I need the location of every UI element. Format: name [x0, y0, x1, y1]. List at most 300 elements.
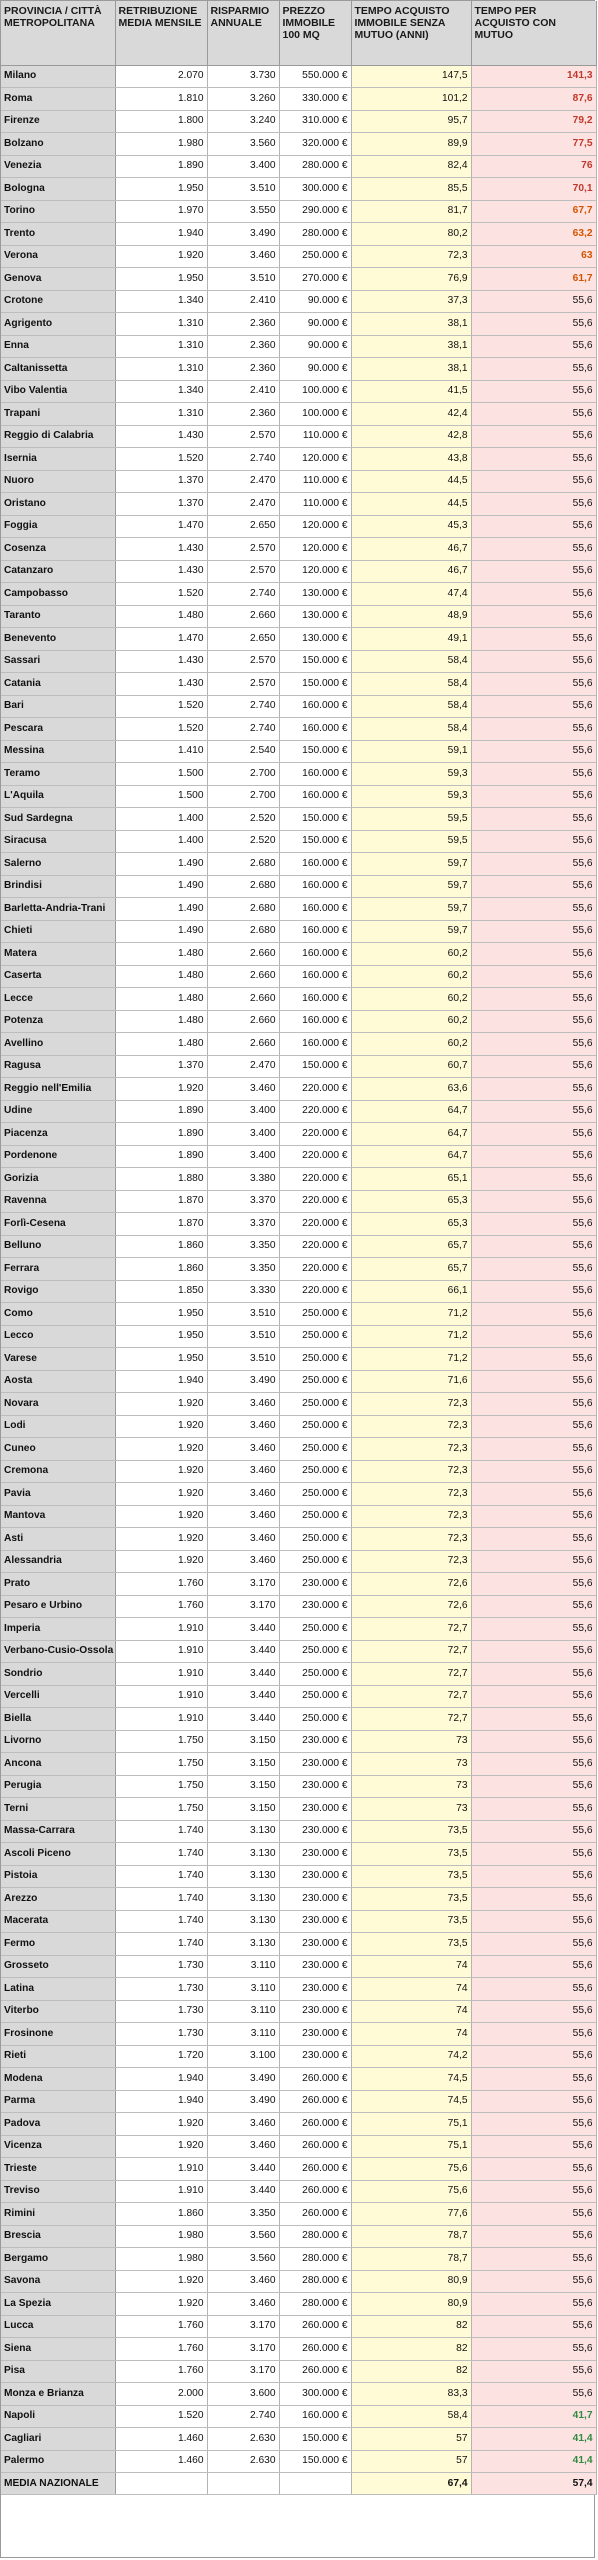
- time-no-mortgage-cell[interactable]: 74,2: [351, 2045, 471, 2068]
- price-cell[interactable]: 220.000 €: [279, 1145, 351, 1168]
- salary-cell[interactable]: 1.860: [115, 1235, 207, 1258]
- province-cell[interactable]: Caltanissetta: [1, 358, 115, 381]
- time-no-mortgage-cell[interactable]: 60,7: [351, 1055, 471, 1078]
- time-mortgage-cell[interactable]: 55,6: [471, 493, 596, 516]
- price-cell[interactable]: 260.000 €: [279, 2068, 351, 2091]
- price-cell[interactable]: 160.000 €: [279, 1033, 351, 1056]
- time-no-mortgage-cell[interactable]: 60,2: [351, 943, 471, 966]
- salary-cell[interactable]: 1.500: [115, 785, 207, 808]
- savings-cell[interactable]: 3.130: [207, 1933, 279, 1956]
- savings-cell[interactable]: 3.440: [207, 2158, 279, 2181]
- province-cell[interactable]: Catanzaro: [1, 560, 115, 583]
- salary-cell[interactable]: 1.740: [115, 1865, 207, 1888]
- savings-cell[interactable]: 3.510: [207, 1348, 279, 1371]
- savings-cell[interactable]: 3.510: [207, 178, 279, 201]
- province-cell[interactable]: Biella: [1, 1708, 115, 1731]
- time-no-mortgage-cell[interactable]: 58,4: [351, 718, 471, 741]
- price-cell[interactable]: 550.000 €: [279, 65, 351, 88]
- time-mortgage-cell[interactable]: 55,6: [471, 853, 596, 876]
- price-cell[interactable]: 260.000 €: [279, 2315, 351, 2338]
- time-mortgage-cell[interactable]: 55,6: [471, 313, 596, 336]
- time-mortgage-cell[interactable]: 55,6: [471, 1393, 596, 1416]
- salary-cell[interactable]: 1.910: [115, 2158, 207, 2181]
- province-cell[interactable]: La Spezia: [1, 2293, 115, 2316]
- time-no-mortgage-cell[interactable]: 85,5: [351, 178, 471, 201]
- price-cell[interactable]: 120.000 €: [279, 560, 351, 583]
- salary-cell[interactable]: 1.430: [115, 425, 207, 448]
- salary-cell[interactable]: 1.870: [115, 1213, 207, 1236]
- province-cell[interactable]: Padova: [1, 2113, 115, 2136]
- savings-cell[interactable]: 2.570: [207, 425, 279, 448]
- time-no-mortgage-cell[interactable]: 60,2: [351, 1033, 471, 1056]
- salary-cell[interactable]: 1.740: [115, 1910, 207, 1933]
- price-cell[interactable]: 160.000 €: [279, 785, 351, 808]
- time-mortgage-cell[interactable]: 55,6: [471, 1978, 596, 2001]
- savings-cell[interactable]: 3.150: [207, 1798, 279, 1821]
- savings-cell[interactable]: 3.350: [207, 1235, 279, 1258]
- salary-cell[interactable]: 1.940: [115, 2068, 207, 2091]
- price-cell[interactable]: 230.000 €: [279, 1888, 351, 1911]
- salary-cell[interactable]: 1.520: [115, 583, 207, 606]
- savings-cell[interactable]: 3.440: [207, 2180, 279, 2203]
- price-cell[interactable]: 160.000 €: [279, 988, 351, 1011]
- time-no-mortgage-cell[interactable]: 58,4: [351, 673, 471, 696]
- time-mortgage-cell[interactable]: 55,6: [471, 1348, 596, 1371]
- savings-cell[interactable]: 2.740: [207, 718, 279, 741]
- savings-cell[interactable]: 3.130: [207, 1820, 279, 1843]
- time-no-mortgage-cell[interactable]: 59,7: [351, 853, 471, 876]
- time-no-mortgage-cell[interactable]: 82: [351, 2360, 471, 2383]
- province-cell[interactable]: Brindisi: [1, 875, 115, 898]
- savings-cell[interactable]: 3.560: [207, 133, 279, 156]
- price-cell[interactable]: 90.000 €: [279, 290, 351, 313]
- price-cell[interactable]: 300.000 €: [279, 2383, 351, 2406]
- time-mortgage-cell[interactable]: 55,6: [471, 358, 596, 381]
- time-no-mortgage-cell[interactable]: 80,2: [351, 223, 471, 246]
- province-cell[interactable]: Como: [1, 1303, 115, 1326]
- price-cell[interactable]: 90.000 €: [279, 335, 351, 358]
- province-cell[interactable]: Ancona: [1, 1753, 115, 1776]
- savings-cell[interactable]: 3.240: [207, 110, 279, 133]
- price-cell[interactable]: 230.000 €: [279, 1865, 351, 1888]
- province-cell[interactable]: Reggio nell'Emilia: [1, 1078, 115, 1101]
- province-cell[interactable]: Viterbo: [1, 2000, 115, 2023]
- province-cell[interactable]: Aosta: [1, 1370, 115, 1393]
- savings-cell[interactable]: 2.660: [207, 605, 279, 628]
- price-cell[interactable]: 250.000 €: [279, 1460, 351, 1483]
- time-mortgage-cell[interactable]: 63: [471, 245, 596, 268]
- savings-cell[interactable]: 3.440: [207, 1663, 279, 1686]
- salary-cell[interactable]: 1.890: [115, 1123, 207, 1146]
- salary-cell[interactable]: 1.910: [115, 1708, 207, 1731]
- time-mortgage-cell[interactable]: 76: [471, 155, 596, 178]
- time-mortgage-cell[interactable]: 55,6: [471, 1753, 596, 1776]
- salary-cell[interactable]: 1.520: [115, 448, 207, 471]
- price-cell[interactable]: 250.000 €: [279, 1303, 351, 1326]
- time-no-mortgage-cell[interactable]: 60,2: [351, 1010, 471, 1033]
- savings-cell[interactable]: 2.470: [207, 493, 279, 516]
- province-cell[interactable]: Bari: [1, 695, 115, 718]
- salary-cell[interactable]: 1.950: [115, 1325, 207, 1348]
- province-cell[interactable]: Fermo: [1, 1933, 115, 1956]
- time-mortgage-cell[interactable]: 55,6: [471, 1775, 596, 1798]
- time-no-mortgage-cell[interactable]: 65,1: [351, 1168, 471, 1191]
- price-cell[interactable]: 150.000 €: [279, 2428, 351, 2451]
- price-cell[interactable]: 230.000 €: [279, 2045, 351, 2068]
- price-cell[interactable]: 250.000 €: [279, 1438, 351, 1461]
- price-cell[interactable]: 160.000 €: [279, 875, 351, 898]
- salary-cell[interactable]: 1.920: [115, 2113, 207, 2136]
- salary-cell[interactable]: 1.920: [115, 1415, 207, 1438]
- savings-cell[interactable]: 3.460: [207, 245, 279, 268]
- savings-cell[interactable]: 3.440: [207, 1618, 279, 1641]
- time-mortgage-cell[interactable]: 55,6: [471, 2180, 596, 2203]
- province-cell[interactable]: Trapani: [1, 403, 115, 426]
- province-cell[interactable]: Terni: [1, 1798, 115, 1821]
- province-cell[interactable]: Torino: [1, 200, 115, 223]
- time-mortgage-cell[interactable]: 55,6: [471, 1145, 596, 1168]
- savings-cell[interactable]: 3.510: [207, 1325, 279, 1348]
- price-cell[interactable]: 150.000 €: [279, 650, 351, 673]
- time-no-mortgage-cell[interactable]: 46,7: [351, 538, 471, 561]
- time-no-mortgage-cell[interactable]: 48,9: [351, 605, 471, 628]
- province-cell[interactable]: Genova: [1, 268, 115, 291]
- time-no-mortgage-cell[interactable]: 74: [351, 2000, 471, 2023]
- province-cell[interactable]: Sassari: [1, 650, 115, 673]
- price-cell[interactable]: 160.000 €: [279, 763, 351, 786]
- time-mortgage-cell[interactable]: 61,7: [471, 268, 596, 291]
- time-mortgage-cell[interactable]: 70,1: [471, 178, 596, 201]
- time-no-mortgage-cell[interactable]: 72,7: [351, 1663, 471, 1686]
- salary-cell[interactable]: 1.370: [115, 493, 207, 516]
- province-cell[interactable]: Caserta: [1, 965, 115, 988]
- price-cell[interactable]: 250.000 €: [279, 1550, 351, 1573]
- savings-cell[interactable]: 2.360: [207, 335, 279, 358]
- time-mortgage-cell[interactable]: 55,6: [471, 2293, 596, 2316]
- time-no-mortgage-cell[interactable]: 65,3: [351, 1213, 471, 1236]
- time-mortgage-cell[interactable]: 55,6: [471, 1910, 596, 1933]
- time-mortgage-cell[interactable]: 55,6: [471, 1213, 596, 1236]
- savings-cell[interactable]: 2.360: [207, 313, 279, 336]
- savings-cell[interactable]: 2.630: [207, 2450, 279, 2473]
- savings-cell[interactable]: 3.380: [207, 1168, 279, 1191]
- price-cell[interactable]: 280.000 €: [279, 2225, 351, 2248]
- time-mortgage-cell[interactable]: 55,6: [471, 1055, 596, 1078]
- savings-cell[interactable]: 2.740: [207, 695, 279, 718]
- savings-cell[interactable]: 2.680: [207, 898, 279, 921]
- price-cell[interactable]: 280.000 €: [279, 223, 351, 246]
- time-mortgage-cell[interactable]: 55,6: [471, 1280, 596, 1303]
- salary-cell[interactable]: 1.520: [115, 695, 207, 718]
- province-cell[interactable]: Matera: [1, 943, 115, 966]
- savings-cell[interactable]: 3.460: [207, 2135, 279, 2158]
- price-cell[interactable]: 300.000 €: [279, 178, 351, 201]
- time-mortgage-cell[interactable]: 55,6: [471, 1528, 596, 1551]
- salary-cell[interactable]: 1.920: [115, 2270, 207, 2293]
- time-mortgage-cell[interactable]: 55,6: [471, 1865, 596, 1888]
- time-no-mortgage-cell[interactable]: 72,3: [351, 1505, 471, 1528]
- province-cell[interactable]: Brescia: [1, 2225, 115, 2248]
- salary-cell[interactable]: 1.310: [115, 313, 207, 336]
- savings-cell[interactable]: 3.110: [207, 2023, 279, 2046]
- time-mortgage-cell[interactable]: 55,6: [471, 2270, 596, 2293]
- time-no-mortgage-cell[interactable]: 89,9: [351, 133, 471, 156]
- price-cell[interactable]: 260.000 €: [279, 2203, 351, 2226]
- savings-cell[interactable]: 2.630: [207, 2428, 279, 2451]
- salary-cell[interactable]: 1.490: [115, 853, 207, 876]
- time-mortgage-cell[interactable]: 55,6: [471, 2135, 596, 2158]
- savings-cell[interactable]: 2.680: [207, 920, 279, 943]
- salary-cell[interactable]: 1.460: [115, 2450, 207, 2473]
- time-no-mortgage-cell[interactable]: 75,6: [351, 2158, 471, 2181]
- salary-cell[interactable]: 1.750: [115, 1798, 207, 1821]
- price-cell[interactable]: 230.000 €: [279, 1910, 351, 1933]
- time-mortgage-cell[interactable]: 55,6: [471, 1483, 596, 1506]
- price-cell[interactable]: 160.000 €: [279, 718, 351, 741]
- time-mortgage-cell[interactable]: 55,6: [471, 2203, 596, 2226]
- time-mortgage-cell[interactable]: 55,6: [471, 290, 596, 313]
- time-no-mortgage-cell[interactable]: 59,5: [351, 830, 471, 853]
- time-mortgage-cell[interactable]: 55,6: [471, 1573, 596, 1596]
- province-cell[interactable]: Perugia: [1, 1775, 115, 1798]
- time-no-mortgage-cell[interactable]: 65,7: [351, 1235, 471, 1258]
- total-time-mortgage[interactable]: 57,4: [471, 2473, 596, 2495]
- time-mortgage-cell[interactable]: 55,6: [471, 2068, 596, 2091]
- salary-cell[interactable]: 1.480: [115, 1033, 207, 1056]
- savings-cell[interactable]: 3.130: [207, 1910, 279, 1933]
- province-cell[interactable]: Trieste: [1, 2158, 115, 2181]
- time-no-mortgage-cell[interactable]: 74,5: [351, 2090, 471, 2113]
- province-cell[interactable]: Reggio di Calabria: [1, 425, 115, 448]
- savings-cell[interactable]: 2.570: [207, 538, 279, 561]
- time-no-mortgage-cell[interactable]: 72,3: [351, 1550, 471, 1573]
- time-no-mortgage-cell[interactable]: 73: [351, 1753, 471, 1776]
- savings-cell[interactable]: 3.170: [207, 2360, 279, 2383]
- time-no-mortgage-cell[interactable]: 42,4: [351, 403, 471, 426]
- total-label[interactable]: MEDIA NAZIONALE: [1, 2473, 115, 2495]
- price-cell[interactable]: 250.000 €: [279, 1618, 351, 1641]
- province-cell[interactable]: Pordenone: [1, 1145, 115, 1168]
- time-mortgage-cell[interactable]: 55,6: [471, 988, 596, 1011]
- province-cell[interactable]: Ragusa: [1, 1055, 115, 1078]
- salary-cell[interactable]: 1.940: [115, 223, 207, 246]
- time-mortgage-cell[interactable]: 55,6: [471, 1888, 596, 1911]
- price-cell[interactable]: 150.000 €: [279, 740, 351, 763]
- time-mortgage-cell[interactable]: 77,5: [471, 133, 596, 156]
- price-cell[interactable]: 230.000 €: [279, 1955, 351, 1978]
- time-no-mortgage-cell[interactable]: 72,7: [351, 1640, 471, 1663]
- savings-cell[interactable]: 3.490: [207, 1370, 279, 1393]
- province-cell[interactable]: Pesaro e Urbino: [1, 1595, 115, 1618]
- time-mortgage-cell[interactable]: 55,6: [471, 1235, 596, 1258]
- province-cell[interactable]: Benevento: [1, 628, 115, 651]
- province-cell[interactable]: Foggia: [1, 515, 115, 538]
- time-no-mortgage-cell[interactable]: 73,5: [351, 1820, 471, 1843]
- price-cell[interactable]: 110.000 €: [279, 493, 351, 516]
- savings-cell[interactable]: 3.460: [207, 1460, 279, 1483]
- time-mortgage-cell[interactable]: 55,6: [471, 1078, 596, 1101]
- savings-cell[interactable]: 3.460: [207, 1505, 279, 1528]
- time-mortgage-cell[interactable]: 55,6: [471, 2383, 596, 2406]
- price-cell[interactable]: 260.000 €: [279, 2360, 351, 2383]
- savings-cell[interactable]: 2.650: [207, 515, 279, 538]
- salary-cell[interactable]: 1.920: [115, 1438, 207, 1461]
- time-mortgage-cell[interactable]: 55,6: [471, 808, 596, 831]
- price-cell[interactable]: 280.000 €: [279, 2248, 351, 2271]
- salary-cell[interactable]: 1.910: [115, 1640, 207, 1663]
- price-cell[interactable]: 230.000 €: [279, 2000, 351, 2023]
- time-no-mortgage-cell[interactable]: 59,1: [351, 740, 471, 763]
- time-mortgage-cell[interactable]: 55,6: [471, 2248, 596, 2271]
- savings-cell[interactable]: 3.150: [207, 1730, 279, 1753]
- time-mortgage-cell[interactable]: 55,6: [471, 673, 596, 696]
- province-cell[interactable]: Gorizia: [1, 1168, 115, 1191]
- savings-cell[interactable]: 2.570: [207, 650, 279, 673]
- salary-cell[interactable]: 1.400: [115, 808, 207, 831]
- time-no-mortgage-cell[interactable]: 42,8: [351, 425, 471, 448]
- province-cell[interactable]: Macerata: [1, 1910, 115, 1933]
- salary-cell[interactable]: 1.920: [115, 1528, 207, 1551]
- province-cell[interactable]: Alessandria: [1, 1550, 115, 1573]
- time-mortgage-cell[interactable]: 55,6: [471, 1460, 596, 1483]
- price-cell[interactable]: 220.000 €: [279, 1100, 351, 1123]
- time-no-mortgage-cell[interactable]: 73: [351, 1798, 471, 1821]
- price-cell[interactable]: 130.000 €: [279, 583, 351, 606]
- savings-cell[interactable]: 2.660: [207, 1010, 279, 1033]
- price-cell[interactable]: 230.000 €: [279, 1573, 351, 1596]
- province-cell[interactable]: Verbano-Cusio-Ossola: [1, 1640, 115, 1663]
- time-no-mortgage-cell[interactable]: 44,5: [351, 470, 471, 493]
- province-cell[interactable]: Crotone: [1, 290, 115, 313]
- salary-cell[interactable]: 1.760: [115, 2315, 207, 2338]
- time-mortgage-cell[interactable]: 55,6: [471, 628, 596, 651]
- time-no-mortgage-cell[interactable]: 72,3: [351, 1438, 471, 1461]
- province-cell[interactable]: Vercelli: [1, 1685, 115, 1708]
- time-no-mortgage-cell[interactable]: 80,9: [351, 2293, 471, 2316]
- province-cell[interactable]: Nuoro: [1, 470, 115, 493]
- time-no-mortgage-cell[interactable]: 72,7: [351, 1685, 471, 1708]
- time-mortgage-cell[interactable]: 55,6: [471, 965, 596, 988]
- time-mortgage-cell[interactable]: 55,6: [471, 2113, 596, 2136]
- savings-cell[interactable]: 3.560: [207, 2225, 279, 2248]
- province-cell[interactable]: Rieti: [1, 2045, 115, 2068]
- price-cell[interactable]: 110.000 €: [279, 425, 351, 448]
- savings-cell[interactable]: 3.350: [207, 1258, 279, 1281]
- savings-cell[interactable]: 2.410: [207, 290, 279, 313]
- salary-cell[interactable]: 1.370: [115, 1055, 207, 1078]
- time-no-mortgage-cell[interactable]: 45,3: [351, 515, 471, 538]
- salary-cell[interactable]: 1.340: [115, 380, 207, 403]
- time-no-mortgage-cell[interactable]: 72,3: [351, 1483, 471, 1506]
- time-no-mortgage-cell[interactable]: 78,7: [351, 2248, 471, 2271]
- time-mortgage-cell[interactable]: 55,6: [471, 785, 596, 808]
- time-no-mortgage-cell[interactable]: 59,7: [351, 898, 471, 921]
- time-no-mortgage-cell[interactable]: 57: [351, 2450, 471, 2473]
- time-mortgage-cell[interactable]: 55,6: [471, 560, 596, 583]
- salary-cell[interactable]: 1.880: [115, 1168, 207, 1191]
- time-mortgage-cell[interactable]: 55,6: [471, 1100, 596, 1123]
- province-cell[interactable]: Sondrio: [1, 1663, 115, 1686]
- savings-cell[interactable]: 2.660: [207, 965, 279, 988]
- salary-cell[interactable]: 1.920: [115, 245, 207, 268]
- province-cell[interactable]: Modena: [1, 2068, 115, 2091]
- time-mortgage-cell[interactable]: 55,6: [471, 2338, 596, 2361]
- savings-cell[interactable]: 3.440: [207, 1708, 279, 1731]
- province-cell[interactable]: Bergamo: [1, 2248, 115, 2271]
- savings-cell[interactable]: 3.150: [207, 1775, 279, 1798]
- salary-cell[interactable]: 1.400: [115, 830, 207, 853]
- province-cell[interactable]: Frosinone: [1, 2023, 115, 2046]
- time-no-mortgage-cell[interactable]: 59,7: [351, 920, 471, 943]
- time-no-mortgage-cell[interactable]: 72,7: [351, 1708, 471, 1731]
- time-mortgage-cell[interactable]: 55,6: [471, 1325, 596, 1348]
- salary-cell[interactable]: 1.410: [115, 740, 207, 763]
- salary-cell[interactable]: 1.750: [115, 1775, 207, 1798]
- price-cell[interactable]: 270.000 €: [279, 268, 351, 291]
- time-no-mortgage-cell[interactable]: 73,5: [351, 1933, 471, 1956]
- salary-cell[interactable]: 1.860: [115, 1258, 207, 1281]
- salary-cell[interactable]: 1.480: [115, 988, 207, 1011]
- savings-cell[interactable]: 3.460: [207, 1483, 279, 1506]
- time-no-mortgage-cell[interactable]: 75,1: [351, 2113, 471, 2136]
- time-no-mortgage-cell[interactable]: 58,4: [351, 650, 471, 673]
- province-cell[interactable]: Sud Sardegna: [1, 808, 115, 831]
- price-cell[interactable]: 90.000 €: [279, 313, 351, 336]
- price-cell[interactable]: 260.000 €: [279, 2090, 351, 2113]
- time-no-mortgage-cell[interactable]: 75,1: [351, 2135, 471, 2158]
- salary-cell[interactable]: 1.940: [115, 1370, 207, 1393]
- time-no-mortgage-cell[interactable]: 73: [351, 1730, 471, 1753]
- savings-cell[interactable]: 3.110: [207, 1955, 279, 1978]
- time-mortgage-cell[interactable]: 55,6: [471, 1685, 596, 1708]
- total-price-cell[interactable]: [279, 2473, 351, 2495]
- header-time-mortgage[interactable]: TEMPO PER ACQUISTO CON MUTUO: [471, 1, 596, 65]
- total-savings-cell[interactable]: [207, 2473, 279, 2495]
- price-cell[interactable]: 230.000 €: [279, 1978, 351, 2001]
- time-no-mortgage-cell[interactable]: 44,5: [351, 493, 471, 516]
- time-no-mortgage-cell[interactable]: 147,5: [351, 65, 471, 88]
- province-cell[interactable]: Vicenza: [1, 2135, 115, 2158]
- price-cell[interactable]: 230.000 €: [279, 2023, 351, 2046]
- time-no-mortgage-cell[interactable]: 82: [351, 2315, 471, 2338]
- price-cell[interactable]: 230.000 €: [279, 1753, 351, 1776]
- savings-cell[interactable]: 3.560: [207, 2248, 279, 2271]
- salary-cell[interactable]: 1.430: [115, 538, 207, 561]
- savings-cell[interactable]: 3.150: [207, 1753, 279, 1776]
- savings-cell[interactable]: 3.130: [207, 1843, 279, 1866]
- time-no-mortgage-cell[interactable]: 58,4: [351, 695, 471, 718]
- savings-cell[interactable]: 2.470: [207, 1055, 279, 1078]
- price-cell[interactable]: 160.000 €: [279, 695, 351, 718]
- time-mortgage-cell[interactable]: 41,4: [471, 2450, 596, 2473]
- savings-cell[interactable]: 3.510: [207, 1303, 279, 1326]
- price-cell[interactable]: 250.000 €: [279, 1370, 351, 1393]
- savings-cell[interactable]: 2.740: [207, 2405, 279, 2428]
- province-cell[interactable]: Lecco: [1, 1325, 115, 1348]
- salary-cell[interactable]: 1.920: [115, 1460, 207, 1483]
- province-cell[interactable]: Pisa: [1, 2360, 115, 2383]
- salary-cell[interactable]: 1.490: [115, 898, 207, 921]
- salary-cell[interactable]: 1.920: [115, 1483, 207, 1506]
- price-cell[interactable]: 250.000 €: [279, 1528, 351, 1551]
- price-cell[interactable]: 160.000 €: [279, 2405, 351, 2428]
- price-cell[interactable]: 220.000 €: [279, 1168, 351, 1191]
- savings-cell[interactable]: 3.490: [207, 2090, 279, 2113]
- salary-cell[interactable]: 1.760: [115, 2338, 207, 2361]
- province-cell[interactable]: Ravenna: [1, 1190, 115, 1213]
- price-cell[interactable]: 150.000 €: [279, 673, 351, 696]
- salary-cell[interactable]: 1.490: [115, 875, 207, 898]
